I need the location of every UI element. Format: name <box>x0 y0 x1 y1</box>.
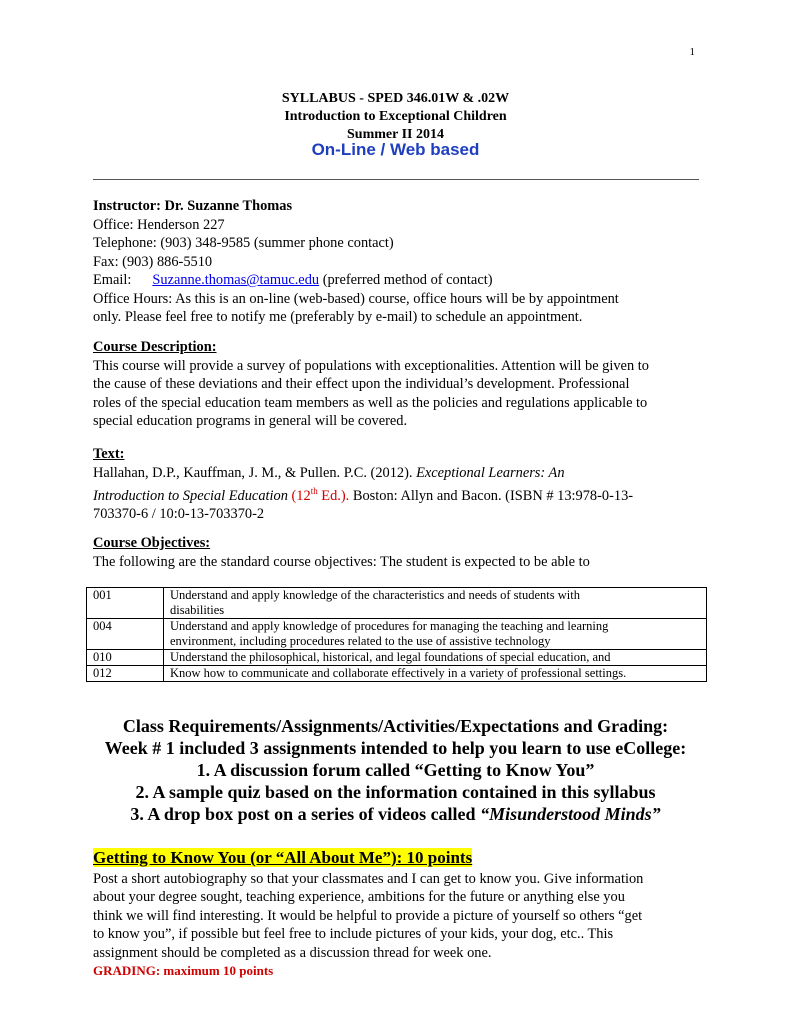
publisher: Boston: Allyn and Bacon. (ISBN # 13:978-0-13- <box>349 487 634 504</box>
grading-note: GRADING: maximum 10 points <box>93 963 274 978</box>
description-line: special education programs in general will be covered. <box>93 413 408 429</box>
course-code-title: SYLLABUS - SPED 346.01W & .02W <box>281 91 510 106</box>
email-line <box>93 271 713 290</box>
fax: Fax: (903) 886-5510 <box>93 253 213 270</box>
objective-text: Understand the philosophical, historical, and legal foundations of special education, and <box>164 650 707 666</box>
getting-to-know-section <box>93 849 713 981</box>
header-divider <box>93 179 699 180</box>
section-line: Post a short autobiography so that your classmates and I can get to know you. Give information <box>93 870 644 887</box>
section-line: to know you”, if possible but feel free to include pictures of your kids, your dog, etc.. This <box>93 926 614 942</box>
assignment-item-2: 2. A sample quiz based on the information contained in this syllabus <box>135 782 656 802</box>
objectives-table <box>86 587 707 682</box>
description-line: roles of the special education team members as well as the policies and regulations applicable to <box>93 394 648 411</box>
table-row <box>87 588 707 619</box>
objective-code: 012 <box>87 666 164 682</box>
description-line: the cause of these deviations and their effect upon the individual’s development. Professional <box>93 376 630 392</box>
page-number: 1 <box>689 46 695 58</box>
objective-code: 004 <box>87 619 164 650</box>
edition: (12th Ed.). <box>287 486 350 504</box>
citation-line1: Hallahan, D.P., Kauffman, J. M., & Pullen. P.C. (2012). Exceptional Learners: An <box>93 464 565 481</box>
book-title-part1: Exceptional Learners: An <box>416 464 565 481</box>
office-hours-line1: Office Hours: As this is an on-line (web-based) course, office hours will be by appointment <box>93 290 619 307</box>
telephone: Telephone: (903) 348-9585 (summer phone contact) <box>93 235 394 251</box>
email-label: Email: <box>93 272 132 288</box>
office-hours-line2: only. Please feel free to notify me (preferably by e-mail) to schedule an appointment. <box>93 309 583 325</box>
course-description <box>93 338 713 431</box>
requirements-heading: Class Requirements/Assignments/Activities/Expectations and Grading: <box>122 716 669 736</box>
term: Summer II 2014 <box>347 127 444 142</box>
description-heading: Course Description: <box>93 339 217 355</box>
email-note: (preferred method of contact) <box>319 272 493 288</box>
course-name: Introduction to Exceptional Children <box>284 109 507 124</box>
objective-text: Know how to communicate and collaborate effectively in a variety of professional settings. <box>164 666 707 682</box>
objective-text: Understand and apply knowledge of procedures for managing the teaching and learning environment, including procedures related to the use of assistive technology <box>164 619 707 650</box>
textbook <box>93 445 713 524</box>
citation-line2 <box>93 482 713 505</box>
delivery-mode: On-Line / Web based <box>311 140 480 159</box>
office: Office: Henderson 227 <box>93 216 225 233</box>
section-line: about your degree sought, teaching experience, ambitions for the future or anything else you <box>93 889 625 905</box>
objectives-heading: Course Objectives: <box>93 535 211 551</box>
week1-intro: Week # 1 included 3 assignments intended to help you learn to use eCollege: <box>104 738 687 758</box>
text-heading: Text: <box>93 446 125 462</box>
instructor-name: Instructor: Dr. Suzanne Thomas <box>93 198 293 214</box>
objectives-intro: The following are the standard course objectives: The student is expected to be able to <box>93 553 590 570</box>
course-objectives <box>93 534 713 571</box>
table-row <box>87 619 707 650</box>
assignment-item-3: 3. A drop box post on a series of videos called “Misunderstood Minds” <box>130 804 661 824</box>
email-link[interactable]: Suzanne.thomas@tamuc.edu <box>152 272 320 288</box>
section-line: think we will find interesting. It would be helpful to provide a picture of yourself so others “get <box>93 907 643 924</box>
table-row <box>87 650 707 666</box>
book-title-part2: Introduction to Special Education <box>93 487 288 504</box>
table-row <box>87 666 707 682</box>
section-heading: Getting to Know You (or “All About Me”): 10 points <box>93 848 473 867</box>
objective-code: 001 <box>87 588 164 619</box>
objective-code: 010 <box>87 650 164 666</box>
objective-text: Understand and apply knowledge of the characteristics and needs of students with disabilities <box>164 588 707 619</box>
assignment-item-1: 1. A discussion forum called “Getting to Know You” <box>196 760 595 780</box>
isbn-line: 703370-6 / 10:0-13-703370-2 <box>93 506 265 523</box>
description-line: This course will provide a survey of populations with exceptionalities. Attention will be given to <box>93 357 649 374</box>
section-line: assignment should be completed as a discussion thread for week one. <box>93 944 492 961</box>
instructor-block <box>93 197 713 327</box>
video-series-title: “Misunderstood Minds” <box>480 804 661 824</box>
